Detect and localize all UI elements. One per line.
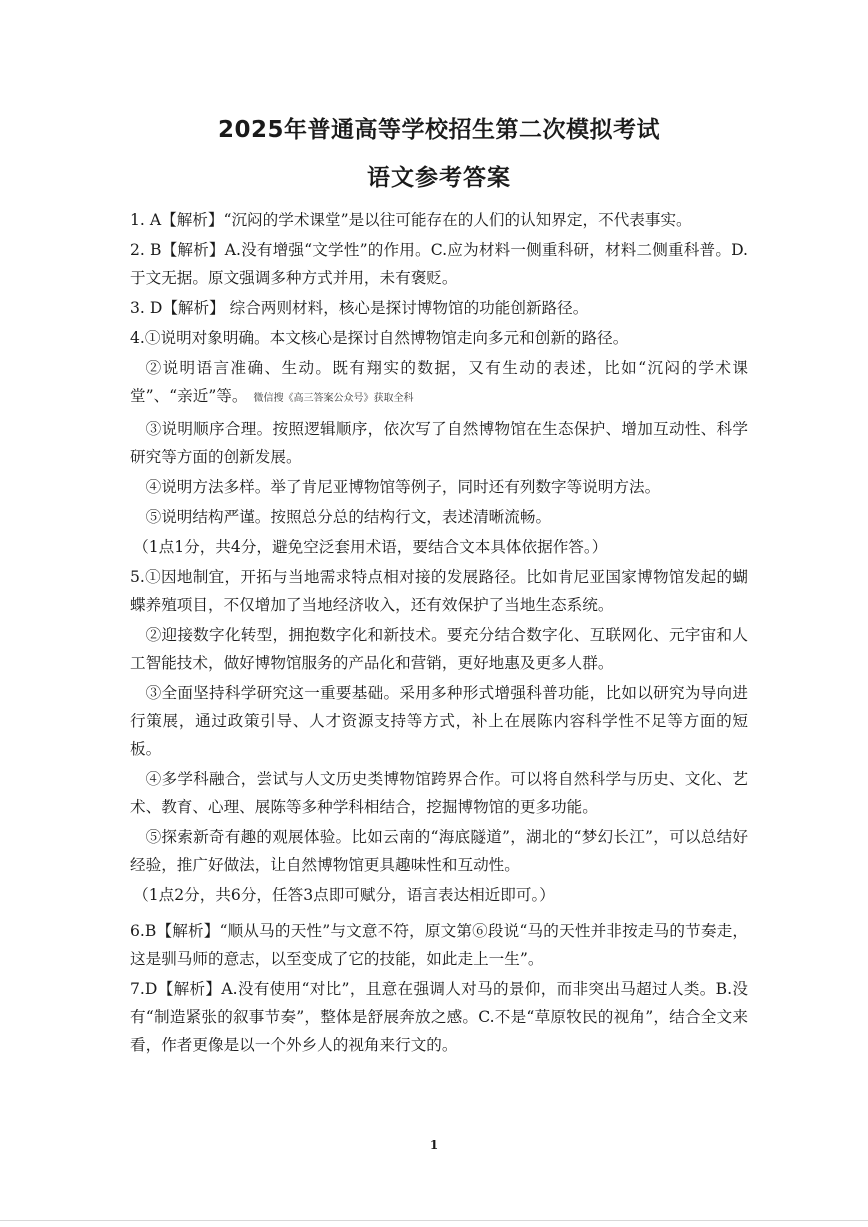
document-subtitle: 语文参考答案 [367,165,511,191]
answer-5-point-5: ⑤探索新奇有趣的观展体验。比如云南的“海底隧道”，湖北的“梦幻长江”，可以总结好经验，推广好做法，让自然博物馆更具趣味性和互动性。 [130,828,748,874]
page-number: 1 [429,1138,439,1152]
answer-content [130,206,748,1059]
answer-5-point-3: ③全面坚持科学研究这一重要基础。采用多种形式增强科普功能，比如以研究为导向进行策展，通过政策引导、人才资源支持等方式，补上在展陈内容科学性不足等方面的短板。 [130,684,748,758]
answer-2: 2. B【解析】A.没有增强“文学性”的作用。C.应为材料一侧重科研，材料二侧重科普。D.于文无据。原文强调多种方式并用，未有褒贬。 [130,241,748,287]
document-title: 2025年普通高等学校招生第二次模拟考试 [217,117,660,143]
answer-5-point-2: ②迎接数字化转型，拥抱数字化和新技术。要充分结合数字化、互联网化、元宇宙和人工智能技术，做好博物馆服务的产品化和营销，更好地惠及更多人群。 [130,626,748,672]
answer-4-point-4: ④说明方法多样。举了肯尼亚博物馆等例子，同时还有列数字等说明方法。 [145,478,661,496]
answer-4-point-1: 4.①说明对象明确。本文核心是探讨自然博物馆走向多元和创新的路径。 [130,329,629,347]
bottom-divider [0,1220,868,1221]
answer-5-point-4: ④多学科融合，尝试与人文历史类博物馆跨界合作。可以将自然科学与历史、文化、艺术、教育、心理、展陈等多种学科相结合，挖掘博物馆的更多功能。 [130,770,748,816]
answer-1: 1. A【解析】“沉闷的学术课堂”是以往可能存在的人们的认知界定，不代表事实。 [130,211,692,229]
answer-7: 7.D【解析】A.没有使用“对比”，且意在强调人对马的景仰，而非突出马超过人类。B.没有“制造紧张的叙事节奏”，整体是舒展奔放之感。C.不是“草原牧民的视角”，结合全文来看，作者更像是以一个外乡人的视角来行文的。 [130,980,748,1054]
answer-4-point-2-text: ②说明语言准确、生动。既有翔实的数据，又有生动的表述，比如“沉闷的学术课堂”、“亲近”等。 [130,359,748,405]
answer-6: 6.B【解析】“顺从马的天性”与文意不符，原文第⑥段说“马的天性并非按走马的节奏走，这是驯马师的意志，以至变成了它的技能，如此走上一生”。 [130,922,748,968]
answer-3: 3. D【解析】 综合两则材料，核心是探讨博物馆的功能创新路径。 [130,299,589,317]
answer-4-point-5: ⑤说明结构严谨。按照总分总的结构行文，表述清晰流畅。 [145,508,552,526]
answer-4-point-2 [130,354,748,413]
answer-4-scoring-note: （1点1分，共4分，避免空泛套用术语，要结合文本具体依据作答。） [133,538,608,556]
answer-4-point-3: ③说明顺序合理。按照逻辑顺序，依次写了自然博物馆在生态保护、增加互动性、科学研究等方面的创新发展。 [130,420,748,466]
answer-5-point-1: 5.①因地制宜，开拓与当地需求特点相对接的发展路径。比如肯尼亚国家博物馆发起的蝴蝶养殖项目，不仅增加了当地经济收入，还有效保护了当地生态系统。 [130,568,748,614]
answer-5-scoring-note: （1点2分，共6分，任答3点即可赋分，语言表达相近即可。） [133,886,555,904]
wechat-note: 微信搜《高三答案公众号》获取全科 [253,393,414,404]
